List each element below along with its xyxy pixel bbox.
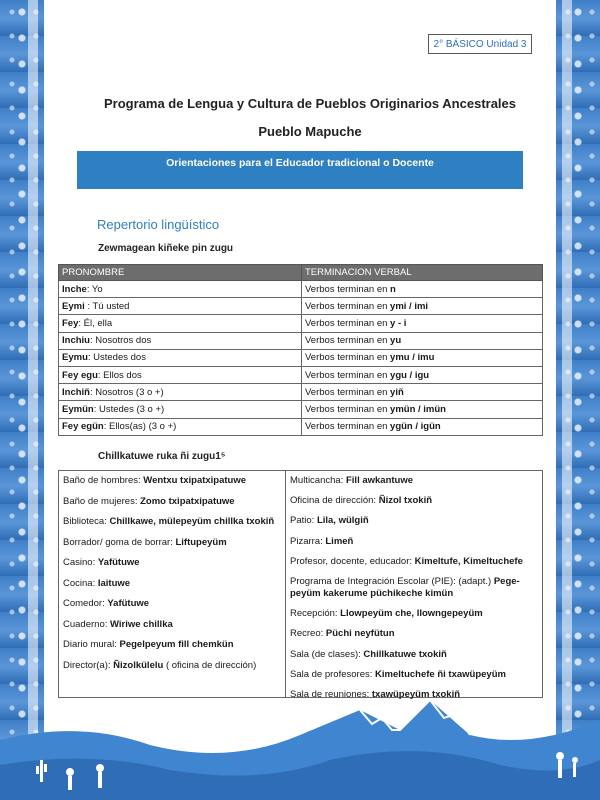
verb-ending: ygün / igün xyxy=(390,421,441,433)
vocab-label: Cuaderno: xyxy=(63,618,111,630)
vocab-item xyxy=(63,578,281,590)
vocab-item xyxy=(63,557,281,569)
pronoun-gloss: : Tú usted xyxy=(84,300,130,312)
table-caption: Zewmagean kiñeke pin zugu xyxy=(98,243,234,254)
vocab-term: Liftupeyüm xyxy=(175,536,227,548)
vocab-term: Limeñ xyxy=(325,535,354,547)
vocab-item xyxy=(63,639,281,651)
verb-ending-prefix: Verbos terminan en xyxy=(305,335,391,347)
vocab-label: Sala de profesores: xyxy=(290,668,376,680)
verb-ending: y - i xyxy=(390,317,407,329)
verb-ending: ymu / imu xyxy=(390,352,435,364)
grade-unit-badge: 2° BÁSICO Unidad 3 xyxy=(428,34,532,54)
verb-ending-prefix: Verbos terminan en xyxy=(305,421,391,433)
vocab-term: Kimeltufe, Kimeltuchefe xyxy=(414,555,523,567)
pronoun-cell xyxy=(59,281,302,298)
vocab-item xyxy=(290,576,540,600)
vocab-caption: Chillkatuwe ruka ñi zugu1⁵ xyxy=(98,451,226,462)
vocab-label: Recreo: xyxy=(290,628,326,640)
pronoun-cell xyxy=(59,298,302,315)
header-pronombre: PRONOMBRE xyxy=(59,265,302,281)
vocab-extra: ( oficina de dirección) xyxy=(163,659,257,671)
vocab-item xyxy=(290,669,540,681)
vocab-label: Biblioteca: xyxy=(63,516,110,527)
verb-ending-prefix: Verbos terminan en xyxy=(305,352,391,364)
vocab-term: Iaituwe xyxy=(97,577,131,589)
vocab-item xyxy=(290,556,540,568)
verb-ending-cell xyxy=(302,384,543,401)
verb-ending-prefix: Verbos terminan en xyxy=(305,283,391,295)
pronoun-cell xyxy=(59,384,302,401)
verb-ending: yiñ xyxy=(390,386,404,398)
vocab-term: Ñizolkülelu xyxy=(113,659,164,671)
vocab-item xyxy=(290,536,540,548)
vocab-term: Zomo txipatxipatuwe xyxy=(140,495,235,507)
vocab-label: Programa de Integración Escolar (PIE): (adapt.) xyxy=(290,575,494,587)
pronoun-term: Inchiñ xyxy=(62,386,90,398)
pronoun-gloss: : Ellos(as) (3 o +) xyxy=(103,421,177,433)
verb-ending: ymün / imün xyxy=(390,403,446,415)
verb-ending-cell xyxy=(302,349,543,366)
pronoun-table xyxy=(58,264,543,436)
vocab-item xyxy=(290,475,540,487)
pronoun-term: Fey xyxy=(62,317,79,329)
vocab-item xyxy=(63,475,281,487)
decorative-border-left xyxy=(0,0,44,800)
table-row xyxy=(59,315,543,332)
pronoun-gloss: : Yo xyxy=(86,283,103,295)
pronoun-gloss: : Nosotros dos xyxy=(89,335,152,347)
vocab-item xyxy=(290,515,540,527)
verb-ending-cell xyxy=(302,366,543,383)
verb-ending-cell xyxy=(302,281,543,298)
table-header-row xyxy=(59,265,543,281)
vocab-term: Ñizol txokiñ xyxy=(378,495,433,507)
pronoun-cell xyxy=(59,315,302,332)
verb-ending-cell xyxy=(302,298,543,315)
vocab-term: Chillkawe, mülepeyüm chillka txokiñ xyxy=(109,516,275,527)
header-terminacion: TERMINACION VERBAL xyxy=(302,265,543,281)
vocab-term: Llowpeyüm che, llowngepeyüm xyxy=(340,608,483,620)
pronoun-term: Fey egu xyxy=(62,369,98,381)
pronoun-gloss: : Ellos dos xyxy=(97,369,142,381)
vocab-item xyxy=(290,495,540,507)
vocab-label: Profesor, docente, educador: xyxy=(290,555,415,567)
vocab-label: Multicancha: xyxy=(290,475,346,486)
table-row xyxy=(59,349,543,366)
vocab-label: Oficina de dirección: xyxy=(290,495,379,507)
table-row xyxy=(59,366,543,383)
vocab-item xyxy=(63,496,281,508)
vocab-label: Diario mural: xyxy=(63,639,120,650)
pronoun-gloss: : Ustedes dos xyxy=(87,352,146,364)
verb-ending: n xyxy=(390,283,396,295)
page-title: Programa de Lengua y Cultura de Pueblos Originarios Ancestrales xyxy=(103,96,517,111)
section-heading: Repertorio lingüístico xyxy=(97,217,220,232)
vocab-term: Lila, wülgiñ xyxy=(316,515,369,527)
pronoun-term: Eymu xyxy=(62,352,88,364)
vocab-term: Pege-peyüm kakerume püchikeche kimün xyxy=(290,575,520,599)
vocab-term: Chillkatuwe txokiñ xyxy=(363,648,447,660)
vocab-label: Director(a): xyxy=(63,659,114,671)
table-row xyxy=(59,281,543,298)
pronoun-cell xyxy=(59,349,302,366)
vocab-column-left xyxy=(63,475,281,680)
vocab-term: Wiriwe chillka xyxy=(110,618,173,630)
vocab-item xyxy=(63,516,281,528)
verb-ending-cell xyxy=(302,332,543,349)
vocab-term: Yafütuwe xyxy=(97,557,140,568)
pronoun-gloss: : Nosotros (3 o +) xyxy=(89,386,164,398)
vocab-term: Yafütuwe xyxy=(107,598,150,609)
vocab-label: Casino: xyxy=(63,557,98,568)
vocab-item xyxy=(63,598,281,610)
verb-ending: ygu / igu xyxy=(390,369,430,381)
vocab-label: Cocina: xyxy=(63,577,98,589)
vocab-item xyxy=(290,628,540,640)
vocab-label: Comedor: xyxy=(63,598,108,609)
table-row xyxy=(59,418,543,435)
vocab-term: Kimeltuchefe ñi txawüpeyüm xyxy=(375,668,506,680)
vocab-column-right xyxy=(290,475,540,709)
verb-ending: yu xyxy=(390,335,402,347)
vocab-item xyxy=(290,649,540,661)
pronoun-gloss: : Él, ella xyxy=(78,317,113,329)
pronoun-cell xyxy=(59,366,302,383)
vocab-label: Sala de reuniones: xyxy=(290,688,372,700)
vocab-term: Wentxu txipatxipatuwe xyxy=(143,475,247,486)
pronoun-gloss: : Ustedes (3 o +) xyxy=(93,403,165,415)
vocab-label: Borrador/ goma de borrar: xyxy=(63,536,176,548)
table-row xyxy=(59,298,543,315)
vocab-label: Baño de mujeres: xyxy=(63,495,141,507)
vocab-item xyxy=(290,689,540,701)
pronoun-cell xyxy=(59,401,302,418)
vocab-item xyxy=(290,608,540,620)
verb-ending-prefix: Verbos terminan en xyxy=(305,386,391,398)
vocab-item xyxy=(63,660,281,672)
pronoun-term: Eymün xyxy=(62,403,94,415)
pronoun-term: Inche xyxy=(62,283,87,295)
verb-ending: ymi / imi xyxy=(390,300,429,312)
vocab-term: Fill awkantuwe xyxy=(345,475,414,486)
verb-ending-prefix: Verbos terminan en xyxy=(305,369,391,381)
column-divider xyxy=(285,471,286,697)
pronoun-cell xyxy=(59,332,302,349)
vocab-label: Pizarra: xyxy=(290,535,326,547)
vocab-label: Baño de hombres: xyxy=(63,475,144,486)
table-row xyxy=(59,401,543,418)
decorative-border-right xyxy=(556,0,600,800)
verb-ending-prefix: Verbos terminan en xyxy=(305,403,391,415)
vocab-term: txawüpeyüm txokiñ xyxy=(371,688,461,700)
vocabulary-box xyxy=(58,470,543,698)
verb-ending-prefix: Verbos terminan en xyxy=(305,300,391,312)
vocab-item xyxy=(63,537,281,549)
verb-ending-cell xyxy=(302,315,543,332)
table-row xyxy=(59,332,543,349)
vocab-label: Sala (de clases): xyxy=(290,648,364,660)
table-row xyxy=(59,384,543,401)
banner-text: Orientaciones para el Educador tradicional o Docente xyxy=(166,157,434,169)
vocab-term: Püchi neyfütun xyxy=(325,628,395,640)
verb-ending-cell xyxy=(302,401,543,418)
vocab-term: Pegelpeyum fill chemkün xyxy=(119,639,234,650)
page-subtitle: Pueblo Mapuche xyxy=(258,124,362,139)
pronoun-cell xyxy=(59,418,302,435)
vocab-label: Recepción: xyxy=(290,608,341,620)
verb-ending-cell xyxy=(302,418,543,435)
pronoun-term: Eymi xyxy=(62,300,85,312)
pronoun-term: Inchiu xyxy=(62,335,90,347)
section-banner xyxy=(77,151,523,189)
verb-ending-prefix: Verbos terminan en xyxy=(305,317,391,329)
pronoun-term: Fey egün xyxy=(62,421,104,433)
vocab-item xyxy=(63,619,281,631)
vocab-label: Patio: xyxy=(290,515,317,527)
